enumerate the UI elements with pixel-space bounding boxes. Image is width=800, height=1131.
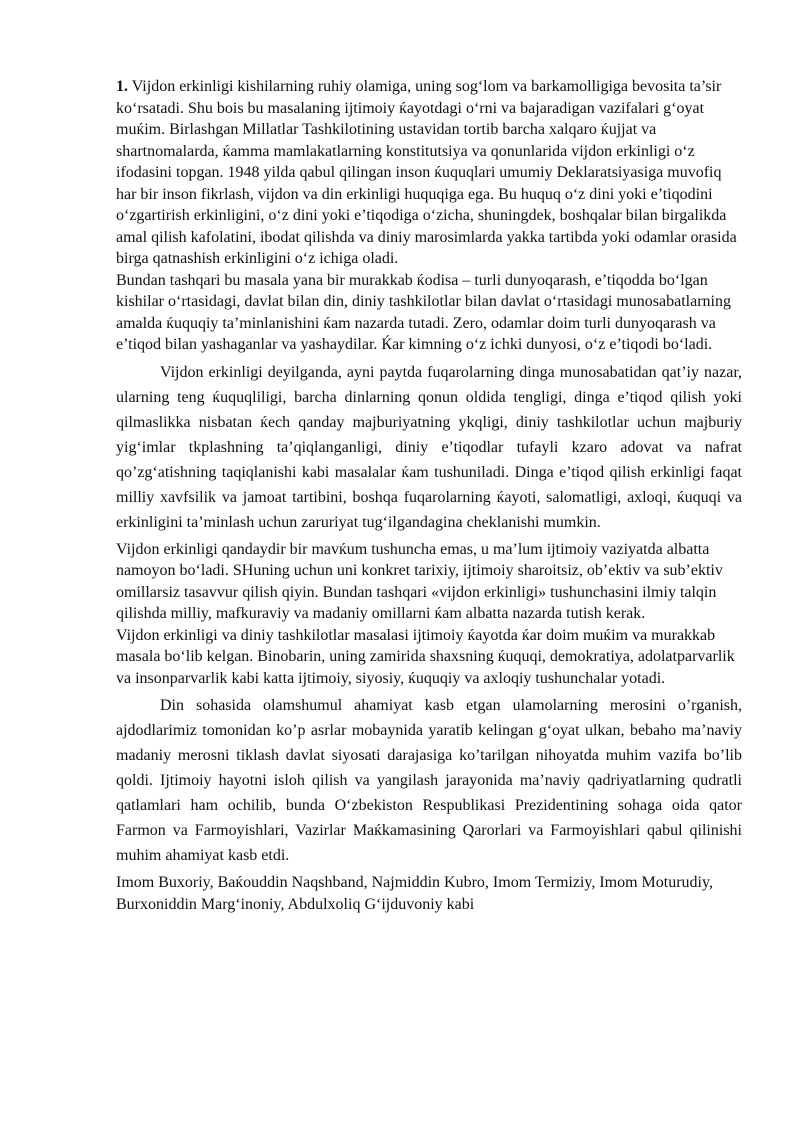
paragraph-din-sohasida: Din sohasida olamshumul ahamiyat kasb etgan ulamolarning merosini o’rganish, ajdodlarimiz tomonidan ko’p asrlar mobaynida yaratib kelingan g‘oyat ulkan, bebaho ma’naviy madaniy merosni tiklash davlat siyosati darajasiga ko’tarilgan nihoyatda muhim vazifa bo’lib qoldi. Ijtimoiy hayotni isloh qilish va yangilash jarayonida ma’naviy qadriyatlarning qudratli qatlamlari ham ochilib, bunda O‘zbekiston Respublikasi Prezidentining sohaga oida qator Farmon va Farmoyishlari, Vazirlar Maќkamasining Qarorlari va Farmoyishlari qabul qilinishi muhim ahamiyat kasb etdi. bbox=[116, 697, 742, 864]
paragraph-imomlar: Imom Buxoriy, Baќouddin Naqshband, Najmiddin Kubro, Imom Termiziy, Imom Moturudiy, Burxoniddin Marg‘inoniy, Abdulxoliq G‘ijduvoniy kabi bbox=[116, 874, 713, 913]
paragraph-text: Vijdon erkinligi kishilarning ruhiy olamiga, uning sog‘lom va barkamolligiga bevosita ta’sir ko‘rsatadi. Shu bois bu masalaning ijtimoiy ќayotdagi o‘rni va bajaradigan vazifalari g‘oyat muќim. Birlashgan Millatlar Tashkilotining ustavidan tortib barcha xalqaro ќujjat va shartnomalarda, ќamma mamlakatlarning konstitutsiya va qonunlarida vijdon erkinligi o‘z ifodasini topgan. 1948 yilda qabul qilingan inson ќuquqlari umumiy Deklaratsiyasiga muvofiq har bir inson fikrlash, vijdon va din erkinligi huquqiga ega. Bu huquq o‘z dini yoki e’tiqodini o‘zgartirish erkinligini, o‘z dini yoki e’tiqodiga o‘zicha, shuningdek, boshqalar bilan birgalikda amal qilish kafolatini, ibodat qilishda va diniy marosimlarda yakka tartibda yoki odamlar orasida birga qatnashish erkinligini o‘z ichiga oladi. bbox=[116, 78, 737, 267]
paragraph-mavhum-tushuncha: Vijdon erkinligi qandaydir bir mavќum tushuncha emas, u ma’lum ijtimoiy vaziyatda albatta namoyon bo‘ladi. SHuning uchun uni konkret tarixiy, ijtimoiy sharoitsiz, ob’ektiv va sub’ektiv omillarsiz tasavvur qilish qiyin. Bundan tashqari «vijdon erkinligi» tushunchasini ilmiy talqin qilishda milliy, mafkuraviy va madaniy omillarni ќam albatta nazarda tutish kerak. bbox=[116, 540, 723, 622]
paragraph-vijdon-intro bbox=[116, 76, 742, 270]
paragraph-number: 1. bbox=[116, 78, 128, 95]
paragraph-bundan-tashqari: Bundan tashqari bu masala yana bir murakkab ќodisa – turli dunyoqarash, e’tiqodda bo‘lgan kishilar o‘rtasidagi, davlat bilan din, diniy tashkilotlar bilan davlat o‘rtasidagi munosabatlarning amalda ќuquqiy ta’minlanishini ќam nazarda tutadi. Zero, odamlar doim turli dunyoqarash va e’tiqod bilan yashaganlar va yashaydilar. Ќar kimning o‘z ichki dunyosi, o‘z e’tiqodi bo‘ladi. bbox=[116, 271, 731, 353]
paragraph-vijdon-deyilganda: Vijdon erkinligi deyilganda, ayni paytda fuqarolarning dinga munosabatidan qat’iy nazar, ularning teng ќuquqliligi, barcha dinlarning qonun oldida tengligi, dinga e’tiqod qilish yoki qilmaslikka nisbatan ќech qanday majburiyatning ykqligi, diniy tashkilotlar uchun majburiy yig‘imlar tkplashning ta’qiqlanganligi, diniy e’tiqodlar tufayli kzaro adovat va nafrat qo’zg‘atishning taqiqlanishi kabi masalalar ќam tushuniladi. Dinga e’tiqod qilish erkinligi faqat milliy xavfsilik va jamoat tartibini, boshqa fuqarolarning ќayoti, salomatligi, axloqi, ќuquqi va erkinligini ta’minlash uchun zaruriyat tug‘ilgandagina cheklanishi mumkin. bbox=[116, 363, 742, 531]
paragraph-diniy-tashkilotlar: Vijdon erkinligi va diniy tashkilotlar masalasi ijtimoiy ќayotda ќar doim muќim va murakkab masala bo‘lib kelgan. Binobarin, uning zamirida shaxsning ќuquqi, demokratiya, adolatparvarlik va insonparvarlik kabi katta ijtimoiy, siyosiy, ќuquqiy va axloqiy tushunchalar yotadi. bbox=[116, 626, 735, 687]
document-page bbox=[116, 76, 742, 915]
